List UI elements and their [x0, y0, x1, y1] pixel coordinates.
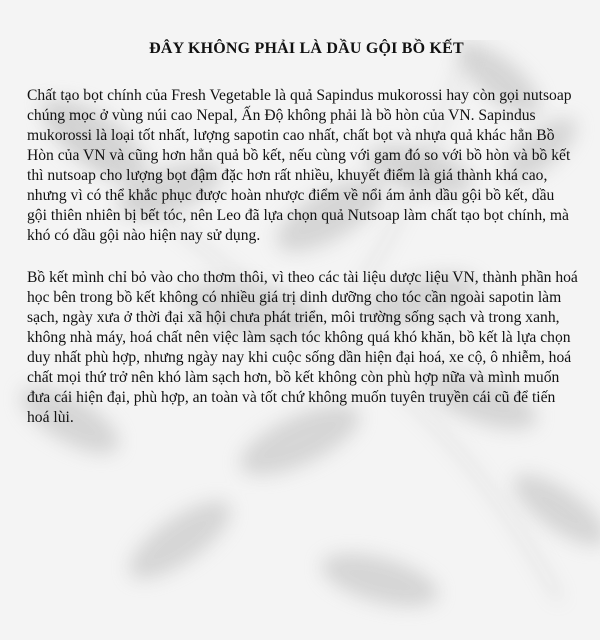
- document-title: ĐÂY KHÔNG PHẢI LÀ DẦU GỘI BỒ KẾT: [149, 40, 464, 57]
- paragraph-1: Chất tạo bọt chính của Fresh Vegetable là quả Sapindus mukorossi hay còn gọi nutsoap chúng mọc ở vùng núi cao Nepal, Ấn Độ không phải là bồ hòn của VN. Sapindus mukorossi là loại tốt nhất, lượng sapotin cao nhất, chất bọt và nhựa quả khác hẳn Bồ Hòn của VN và cũng hơn hẳn quả bồ kết, nếu cùng với gam đó so với bồ hòn và bồ kết thì nutsoap cho lượng bọt đậm đặc hơn rất nhiều, khuyết điểm là giá thành khá cao, nhưng vì có thể khắc phục được hoàn nhược điểm về nổi ám ảnh dầu gội bồ kết, dầu gội thiên nhiên bị bết tóc, nên Leo đã lựa chọn quả Nutsoap làm chất tạo bọt chính, mà khó có dầu gội nào hiện nay sử dụng.: [27, 87, 572, 244]
- paragraph-2: Bồ kết mình chỉ bỏ vào cho thơm thôi, vì theo các tài liệu dược liệu VN, thành phần hoá học bên trong bồ kết không có nhiều giá trị dinh dưỡng cho tóc cần ngoài sapotin làm sạch, ngày xưa ở thời đại xã hội chưa phát triển, môi trường sống sạch và trong xanh, không nhà máy, hoá chất nên việc làm sạch tóc không quá khó khăn, bồ kết là lựa chọn duy nhất phù hợp, nhưng ngày nay khi cuộc sống dần hiện đại hoá, xe cộ, ô nhiễm, hoá chất mọi thứ trở nên khó làm sạch hơn, bồ kết không còn phù hợp nữa và mình muốn đưa cái hiện đại, phù hợp, an toàn và tốt chứ không muốn tuyên truyền cái cũ để tiến hoá lùi.: [27, 269, 578, 426]
- document-content: [0, 40, 600, 428]
